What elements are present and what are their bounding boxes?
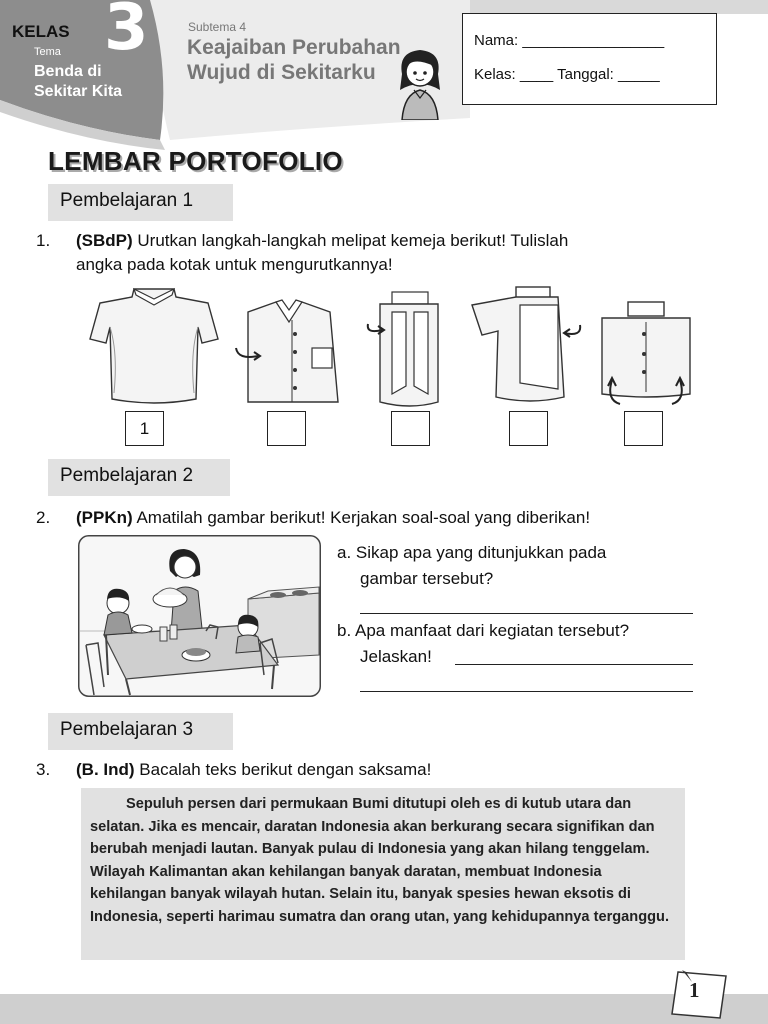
tema-title: Benda di Sekitar Kita xyxy=(34,63,123,100)
question-number: 3. xyxy=(36,760,51,779)
sub-question-label: a. xyxy=(337,543,352,562)
sub-question-text: Apa manfaat dari kegiatan tersebut? xyxy=(354,621,630,640)
footer-bar xyxy=(0,994,768,1024)
identity-box xyxy=(462,13,717,105)
page-title: LEMBAR PORTOFOLIO xyxy=(48,146,343,176)
answer-box-4[interactable] xyxy=(509,411,548,446)
answer-line-2a[interactable] xyxy=(360,596,693,614)
question-number: 2. xyxy=(36,508,51,527)
family-dinner-illustration xyxy=(78,535,321,697)
shirt-step-image-1 xyxy=(88,283,220,408)
section-header-2: Pembelajaran 2 xyxy=(48,459,230,496)
girl-illustration xyxy=(390,44,450,120)
question-1 xyxy=(36,229,568,277)
sub-question-text: Sikap apa yang ditunjukkan pada xyxy=(355,543,607,562)
answer-box-5[interactable] xyxy=(624,411,663,446)
page-number: 1 xyxy=(689,978,700,1002)
question-3 xyxy=(36,758,431,782)
reading-passage xyxy=(81,788,685,960)
nama-field[interactable]: Nama: _________________ xyxy=(474,32,665,49)
answer-box-1[interactable]: 1 xyxy=(125,411,164,446)
answer-box-3[interactable] xyxy=(391,411,430,446)
question-2a xyxy=(337,540,606,592)
question-text: Amatilah gambar berikut! Kerjakan soal-soal yang diberikan! xyxy=(136,508,591,527)
subject-label: (PPKn) xyxy=(76,508,133,527)
answer-line-2b-1[interactable] xyxy=(455,647,693,665)
answer-line-2b-2[interactable] xyxy=(360,674,693,692)
question-text: Bacalah teks berikut dengan saksama! xyxy=(139,760,432,779)
shirt-step-image-2 xyxy=(234,298,344,408)
subject-label: (SBdP) xyxy=(76,231,133,250)
passage-text: Sepuluh persen dari permukaan Bumi ditutupi oleh es di kutub utara dan selatan. Jika es mencair, daratan Indonesia akan berkurang secara signifikan dan berubah menjadi lautan. Banyak pulau di Indonesia yang akan hilang tenggelam. Wilayah Kalimantan akan kehilangan banyak daratan, membuat Indonesia kehilangan banyak wilayah hutan. Selain itu, banyak spesies hewan eksotis di Indonesia, seperti harimau sumatra dan orang utan, yang kehidupannya terganggu. xyxy=(90,796,669,925)
subtema-title: Keajaiban Perubahan Wujud di Sekitarku xyxy=(187,36,401,84)
shirt-step-image-5 xyxy=(598,300,694,408)
tema-label: Tema xyxy=(34,46,61,58)
shirt-step-image-3 xyxy=(366,290,452,408)
question-text: Urutkan langkah-langkah melipat kemeja berikut! Tulislah xyxy=(137,231,569,250)
kelas-number: 3 xyxy=(104,0,149,65)
question-2 xyxy=(36,506,590,530)
subtema-label: Subtema 4 xyxy=(188,20,247,34)
sub-question-text-cont: Jelaskan! xyxy=(360,647,432,666)
answer-box-2[interactable] xyxy=(267,411,306,446)
question-number: 1. xyxy=(36,231,51,250)
sub-question-text-cont: gambar tersebut? xyxy=(360,569,494,588)
subject-label: (B. Ind) xyxy=(76,760,135,779)
sub-question-label: b. xyxy=(337,621,352,640)
section-header-3: Pembelajaran 3 xyxy=(48,713,233,750)
shirt-step-image-4 xyxy=(468,285,582,408)
kelas-tanggal-field[interactable]: Kelas: ____ Tanggal: _____ xyxy=(474,66,660,83)
question-text-cont: angka pada kotak untuk mengurutkannya! xyxy=(76,255,393,274)
kelas-label: KELAS xyxy=(12,22,70,41)
section-header-1: Pembelajaran 1 xyxy=(48,184,233,221)
